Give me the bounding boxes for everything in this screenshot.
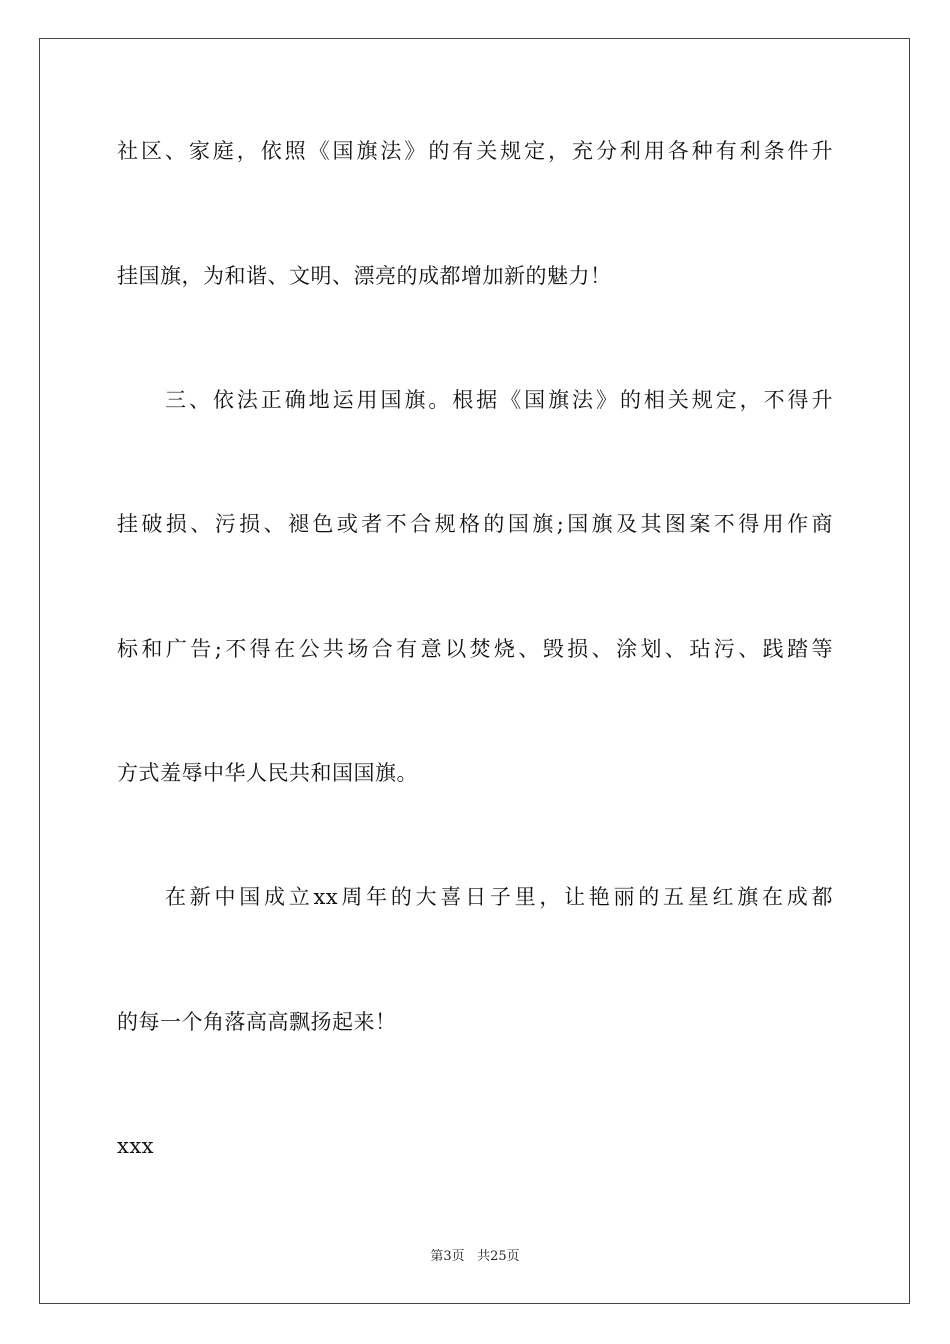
signature-line: xxx [117, 1134, 155, 1158]
body-line-5: 标和广告;不得在公共场合有意以焚烧、毁损、涂划、玷污、践踏等 [117, 637, 833, 661]
page-total: 共25页 [477, 1249, 520, 1264]
page-footer [0, 1248, 950, 1266]
body-line-3: 三、依法正确地运用国旗。根据《国旗法》的相关规定，不得升 [165, 388, 833, 412]
body-line-8: 的每一个角落高高飘扬起来！ [117, 1010, 397, 1034]
body-line-4: 挂破损、污损、褪色或者不合规格的国旗;国旗及其图案不得用作商 [117, 512, 833, 536]
body-line-6: 方式羞辱中华人民共和国国旗。 [117, 761, 418, 785]
body-line-2: 挂国旗，为和谐、文明、漂亮的成都增加新的魅力！ [117, 264, 612, 288]
page-border [39, 38, 910, 1304]
page-number: 第3页 [430, 1249, 465, 1264]
body-line-1: 社区、家庭，依照《国旗法》的有关规定，充分利用各种有利条件升 [117, 139, 833, 163]
body-line-7: 在新中国成立xx周年的大喜日子里，让艳丽的五星红旗在成都 [165, 885, 833, 909]
